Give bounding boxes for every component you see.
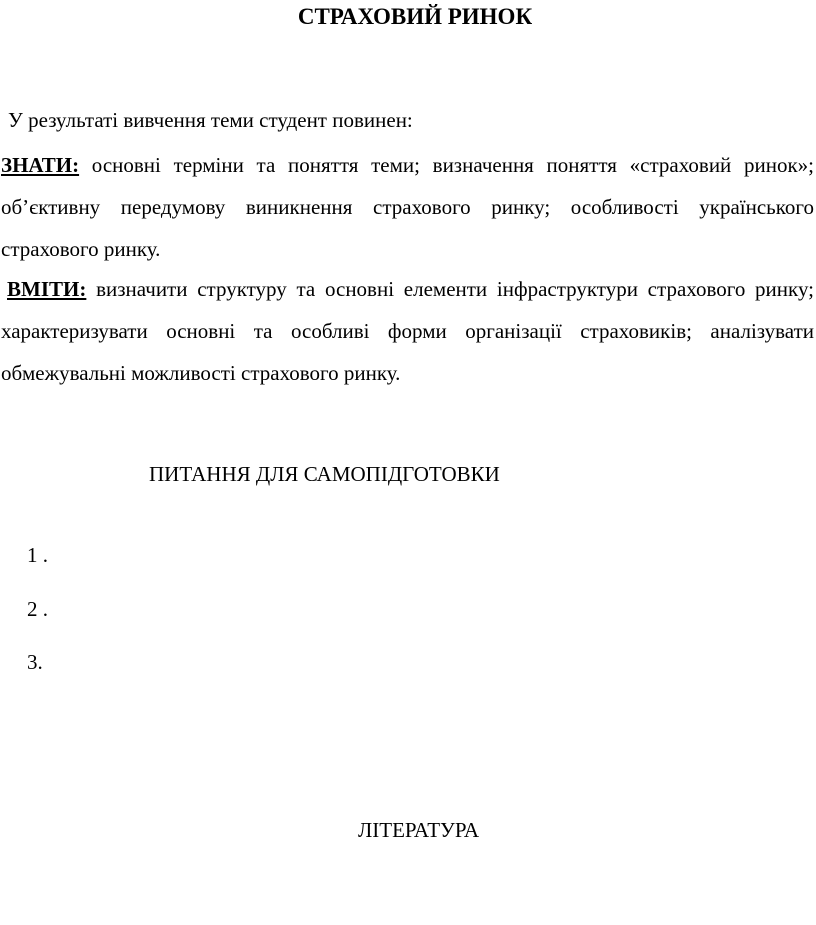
questions-heading: ПИТАННЯ ДЛЯ САМОПІДГОТОВКИ (149, 462, 500, 486)
question-item: 2 . (27, 597, 48, 621)
can-text: визначити структуру та основні елементи інфраструктури страхового ринку; характеризувати основні та особливі форми організації страховиків; аналізувати обмежувальні можливості страхового ринку. (1, 277, 815, 385)
know-paragraph (1, 144, 814, 270)
question-item: 3. (27, 650, 43, 674)
know-label: ЗНАТИ: (1, 153, 80, 177)
can-paragraph (1, 268, 814, 394)
question-item: 1 . (27, 543, 48, 567)
intro-text: У результаті вивчення теми студент повинен: (8, 108, 413, 132)
know-text: основні терміни та поняття теми; визначення поняття «страховий ринок»; об’єктивну передумову виникнення страхового ринку; особливості українського страхового ринку. (1, 153, 815, 261)
can-label: ВМІТИ: (7, 277, 87, 301)
document-title: СТРАХОВИЙ РИНОК (297, 4, 533, 29)
literature-heading: ЛІТЕРАТУРА (358, 818, 480, 842)
